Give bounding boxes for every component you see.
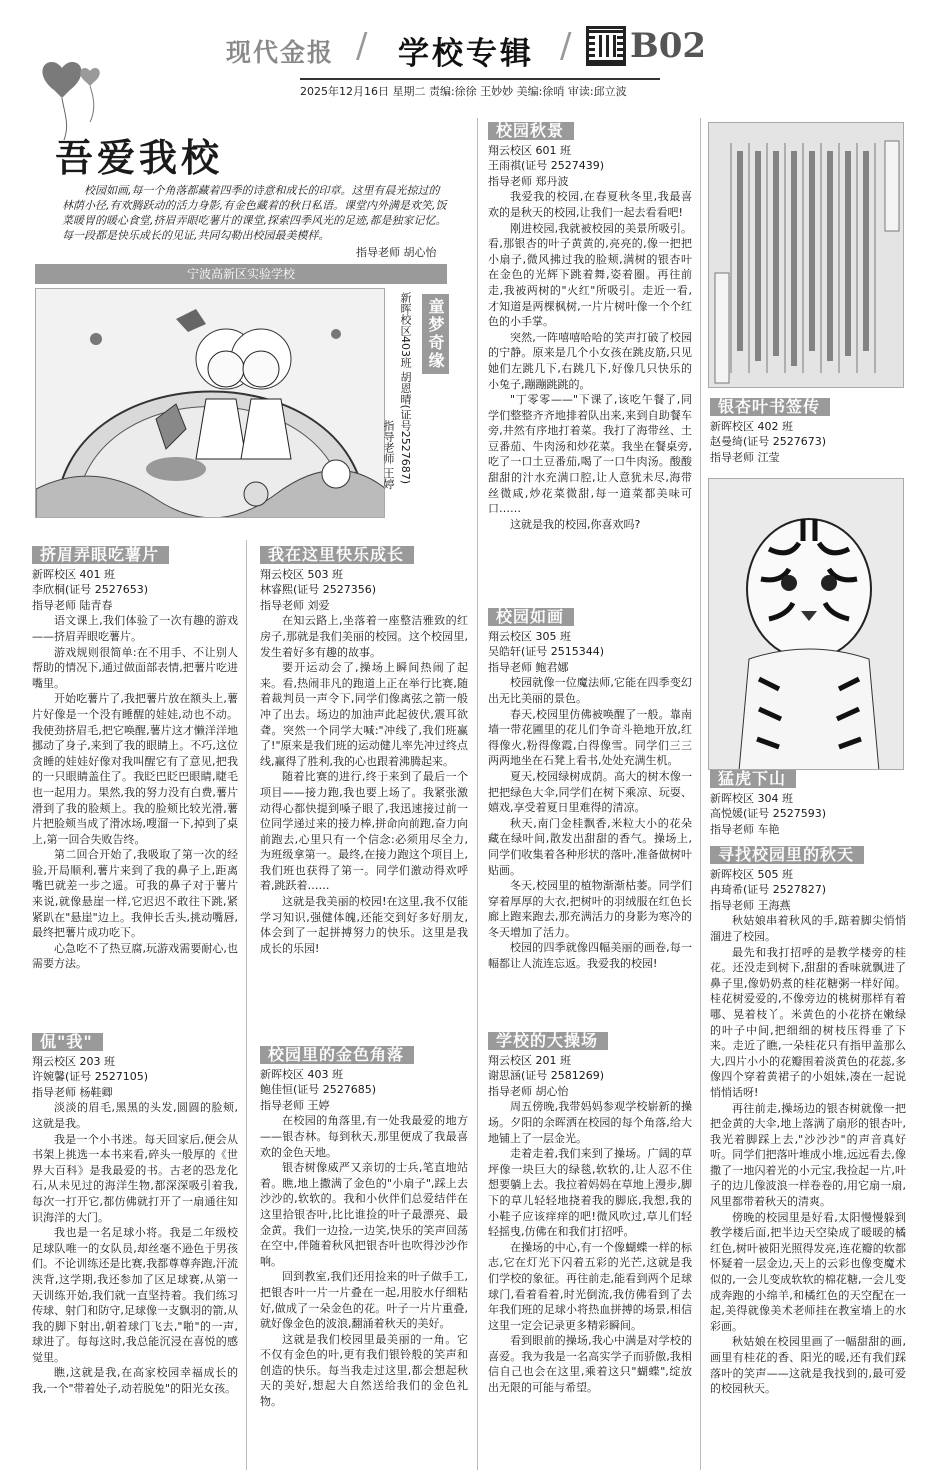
article-paragraph: 淡淡的眉毛,黑黑的头发,圆圆的脸颊,这就是我。 <box>32 1101 238 1130</box>
article-paragraph: 最先和我打招呼的是教学楼旁的桂花。还没走到树下,甜甜的香味就飘进了鼻子里,像奶奶煮的桂花糖粥一样好闻。桂花树爱爱的,不像旁边的桃树那样有着哪、晃着枝丫。米黄色的小花挤在嫩绿的叶子中间,把细细的树枝压得垂了下来。走近了瞧,一朵桂花只有指甲盖那么大,四片小小的花瓣围着淡黄色的花蕊,多像四个穿着黄裙子的小姐妹,凑在一起说悄悄话呀! <box>710 945 906 1099</box>
article-author: 许婉馨(证号 2527105) <box>32 1070 149 1084</box>
article-teacher: 指导老师 王婷 <box>260 1098 330 1112</box>
article-paragraph: 我是一个小书迷。每天回家后,便会从书架上挑选一本书来看,碎头一般厚的《世界大百科》是我最爱的书。古老的恐龙化石,从未见过的海洋生物,都深深吸引着我,每次一打开它,都仿佛就打开了一扇通往知识海洋的大门。 <box>32 1132 238 1224</box>
article-paragraph: 春天,校园里仿佛被唤醒了一般。靠南墙一带花圃里的花儿们争奇斗艳地开放,红得像火,粉得像霞,白得像雪。同学们三三两两地坐在石凳上看书,处处充满生机。 <box>488 707 692 768</box>
article-paragraph: 第二回合开始了,我吸取了第一次的经验,开局顺利,薯片来到了我的鼻子上,距离嘴巴就差一步之遥。可我的鼻子对于薯片来说,就像悬崖一样,它迟迟不敢往下跳,紧紧趴在"悬崖"边上。我伸长舌头,挑动嘴唇,最终把薯片成功吃下。 <box>32 848 238 940</box>
article-paragraph: 在校园的角落里,有一处我最爱的地方——银杏林。每到秋天,那里便成了我最喜欢的金色天地。 <box>260 1114 468 1159</box>
article-title: 侃"我" <box>32 1033 103 1051</box>
article-paragraph: 银杏树像威严又亲切的士兵,笔直地站着。瞧,地上撒满了金色的"小扇子",踩上去沙沙的,软软的。我和小伙伴们总爱结伴在这里拾银杏叶,比比谁捡的叶子最漂亮、最金黄。我们一边捡,一边笑,快乐的笑声回荡在空中,伴随着秋风把银杏叶也吹得沙沙作响。 <box>260 1161 468 1268</box>
article-paragraph: 夏天,校园绿树成荫。高大的树木像一把把绿色大伞,同学们在树下乘凉、玩耍、嬉戏,享受着夏日里难得的清凉。 <box>488 769 692 815</box>
article-class: 翔云校区 203 班 <box>32 1054 115 1068</box>
article-class: 新晖校区 505 班 <box>710 867 793 881</box>
article-a5 <box>488 122 692 532</box>
artwork-caption-a9 <box>710 770 900 837</box>
tiger-painting-image <box>708 478 904 770</box>
article-title: 学校的大操场 <box>488 1032 608 1050</box>
artwork-title: 银杏叶书签传 <box>710 398 830 416</box>
dateline: 2025年12月16日 星期二 责编:徐徐 王妙妙 美编:徐哨 审读:邱立波 <box>300 85 627 98</box>
article-title: 校园秋景 <box>488 122 574 140</box>
article-a10 <box>710 846 906 1397</box>
article-class: 翔云校区 201 班 <box>488 1053 571 1067</box>
article-paragraph: 开始吃薯片了,我把薯片放在额头上,薯片好像是一个没有睡醒的娃娃,动也不动。我使劲挤眉毛,把它唤醒,薯片这才懒洋洋地挪动了身子,来到了我的眼睛上。不巧,这位贪睡的娃娃好像对我叫醒它有了意见,把我的一只眼睛盖住了。我眨巴眨巴眼睛,睫毛也一起用力。果然,我的努力没有白费,薯片滑到了我的脸颊上。我的脸颊比较光滑,薯片把脸颊当成了滑冰场,嗖溜一下,掉到了桌上,第一回合失败告终。 <box>32 692 238 846</box>
page-number: B02 <box>630 26 707 66</box>
article-paragraph: 游戏规则很简单:在不用手、不让别人帮助的情况下,通过做面部表情,把薯片吃进嘴里。 <box>32 645 238 690</box>
article-paragraph: 要开运动会了,操场上瞬间热闹了起来。看,热闹非凡的跑道上正在举行比赛,随着裁判员一声令下,同学们像离弦之箭一般冲了出去。场边的加油声此起彼伏,震耳欲聋。突然一个同学大喊:"冲线了,我们班赢了!"原来是我们班的运动健儿率先冲过终点线,赢得了胜利,我的心也跟着沸腾起来。 <box>260 661 468 768</box>
feature-title: 吾爱我校 <box>55 135 224 180</box>
article-teacher: 指导老师 刘爱 <box>260 598 330 612</box>
article-paragraph: 我爱我的校园,在春夏秋冬里,我最喜欢的是秋天的校园,让我们一起去看看吧! <box>488 190 692 219</box>
article-class: 新晖校区 401 班 <box>32 567 115 581</box>
article-paragraph: 冬天,校园里的植物渐渐枯萎。同学们穿着厚厚的大衣,把树叶的羽绒服在红色长廊上跑来跑去,那充满活力的身影为寒冷的冬天增加了活力。 <box>488 879 692 939</box>
intro-text: 校园如画,每一个角落都藏着四季的诗意和成长的印章。这里有晨光掠过的林荫小径,有欢腾跃动的活力身影,有金色藏着的秋日私语。课堂内外满是欢笑,饭菜暖胃的暖心食堂,挤眉弄眼吃薯片的课堂,探索四季风光的足迹,都是独家记忆。每一段都是快乐成长的见证,共同勾勒出校园最美模样。 <box>62 184 447 242</box>
article-class: 翔云校区 601 班 <box>488 143 571 157</box>
article-paragraph: 回到教室,我们还用捡来的叶子做手工,把银杏叶一片一片叠在一起,用胶水仔细粘好,做成了一朵金色的花。叶子一片片重叠,就好像金色的波浪,翻涌着秋天的美好。 <box>260 1270 468 1331</box>
masthead-rule <box>300 78 660 80</box>
intro-signature: 指导老师 胡心怡 <box>356 246 437 259</box>
article-title: 校园里的金色角落 <box>260 1046 414 1064</box>
article-author: 王雨祺(证号 2527439) <box>488 159 605 173</box>
article-paragraph: 走着走着,我们来到了操场。广阔的草坪像一块巨大的绿毯,软软的,让人忍不住想要躺上去。我拉着妈妈在草地上漫步,脚下的草儿轻轻地挠着我的脚底,我想,我的小鞋子应该痒痒的吧!微风吹过,草儿们轻轻摇曳,仿佛在和我们打招呼。 <box>488 1147 692 1239</box>
article-paragraph: 校园就像一位魔法师,它能在四季变幻出无比美丽的景色。 <box>488 676 692 705</box>
article-paragraph: 在操场的中心,有一个像蝴蝶一样的标志,它在灯光下闪着五彩的光芒,这就是我们学校的象征。再往前走,能看到两个足球球门,看着看着,时光倒流,我仿佛看到了去年我们班的足球小将热血拼搏的场景,相信这里一定会记录更多精彩瞬间。 <box>488 1240 692 1332</box>
artwork-title: 猛虎下山 <box>710 770 796 788</box>
article-a6 <box>488 608 692 972</box>
article-title: 寻找校园里的秋天 <box>710 846 864 864</box>
column-rule <box>477 118 478 1470</box>
article-paragraph: 秋姑娘在校园里画了一幅甜甜的画,画里有桂花的香、阳光的暖,还有我们踩落叶的笑声——这就是我找到的,最可爱的校园秋天。 <box>710 1335 906 1396</box>
article-paragraph: 在知云路上,坐落着一座整洁雅致的红房子,那就是我们美丽的校园。这个校园里,发生着好多有趣的故事。 <box>260 614 468 659</box>
feature-author: 新晖校区403班 胡恩晴(证号2527687) <box>399 292 412 485</box>
article-paragraph: 刚进校园,我就被校园的美景所吸引。看,那银杏的叶子黄黄的,亮亮的,像一把把小扇子,微风拂过我的脸颊,满树的银杏叶在金色的光辉下跳着舞,姿着圈。再往前走,我被两树的"火红"所吸引。走近一看,才知道是两棵枫树,一片片树叶像一个个红色的小手掌。 <box>488 221 692 329</box>
article-author: 李欣桐(证号 2527653) <box>32 583 149 597</box>
article-paragraph: 这就是我的校园,你喜欢吗? <box>510 517 641 531</box>
article-paragraph: 语文课上,我们体验了一次有趣的游戏——挤眉弄眼吃薯片。 <box>32 614 238 643</box>
divider: / <box>356 26 368 66</box>
article-teacher: 指导老师 胡心怡 <box>488 1084 569 1098</box>
article-teacher: 指导老师 王海燕 <box>710 898 791 912</box>
article-author: 赵曼绮(证号 2527673) <box>710 435 827 449</box>
article-paragraph: 这就是我美丽的校园!在这里,我不仅能学习知识,强健体魄,还能交到好多好朋友,体会到了一起拼搏努力的快乐。这里是我成长的乐园! <box>260 895 468 955</box>
article-paragraph: 看到眼前的操场,我心中满是对学校的喜爱。我为我是一名高实学子而骄傲,我相信自己也会在这里,乘着这只"蝴蝶",绽放出无限的可能与希望。 <box>488 1334 692 1395</box>
column-title: 学校专辑 <box>398 36 534 72</box>
article-author: 高悦媛(证号 2527593) <box>710 807 827 821</box>
article-a7 <box>488 1032 692 1396</box>
article-author: 冉琦希(证号 2527827) <box>710 883 827 897</box>
article-author: 谢思涵(证号 2581269) <box>488 1069 605 1083</box>
paper-name: 现代金报 <box>226 38 335 67</box>
article-paragraph: 突然,一阵嘻嘻哈哈的笑声打破了校园的宁静。原来是几个小女孩在跳皮筋,只见她们左跳几下,右跳几下,好像几只快乐的小兔子,蹦蹦跳跳的。 <box>488 330 692 391</box>
article-author: 林睿熙(证号 2527356) <box>260 583 377 597</box>
calligraphy-bookmark-image <box>708 122 904 388</box>
article-class: 新晖校区 304 班 <box>710 791 793 805</box>
article-paragraph: 傍晚的校园里是好看,太阳慢慢躲到教学楼后面,把半边天空染成了暖暖的橘红色,树叶被阳光照得发亮,连花瓣的软都怀疑着一层金边,天上的云彩也像变魔术似的,一会儿变成软软的棉花糖,一会儿变成奔跑的小绵羊,和橘红色的天空配在一起,美得就像美术老师挂在教室墙上的水彩画。 <box>710 1210 906 1333</box>
article-class: 新晖校区 403 班 <box>260 1067 343 1081</box>
article-paragraph: 校园的四季就像四幅美丽的画卷,每一幅都让人流连忘返。我爱我的校园! <box>488 941 692 971</box>
article-paragraph: 周五傍晚,我带妈妈参观学校崭新的操场。夕阳的余晖洒在校园的每个角落,给大地铺上了一层金光。 <box>488 1100 692 1145</box>
article-class: 新晖校区 402 班 <box>710 419 793 433</box>
article-title: 我在这里快乐成长 <box>260 546 414 564</box>
article-a3 <box>260 546 468 956</box>
school-banner: 宁波高新区实验学校 <box>35 264 447 284</box>
article-paragraph: 随着比赛的进行,终于来到了最后一个项目——接力跑,我也要上场了。我紧张激动得心都快提到嗓子眼了,我迅速接过前一位同学递过来的接力棒,拼命向前跑,奋力向前跑去,心里只有一个信念:必须用尽全力,为班级拿第一。最终,在接力跑这个项目上,我们班也获得了第一。同学们激动得欢呼着,跳跃着…… <box>260 770 468 893</box>
feature-artwork-title: 童梦奇缘 <box>422 294 449 374</box>
article-class: 翔云校区 503 班 <box>260 567 343 581</box>
article-a2 <box>32 1033 238 1397</box>
article-teacher: 指导老师 陆青春 <box>32 598 113 612</box>
article-paragraph: 秋天,南门金桂飘香,米粒大小的花朵藏在绿叶间,散发出甜甜的香气。操场上,同学们收集着各种形状的落叶,准备做树叶贴画。 <box>488 816 692 877</box>
article-a1 <box>32 546 238 972</box>
children-drawing <box>35 288 385 518</box>
article-paragraph: "丁零零——"下课了,该吃午餐了,同学们整整齐齐地排着队出来,来到自助餐车旁,井然有序地打着菜。我打了海带丝、土豆番茄、牛肉汤和炒花菜。我坐在餐桌旁,吃了一口土豆番茄,喝了一口牛肉汤。酸酸甜甜的汁水充满口腔,让人意犹未尽,海带丝微咸,炒花菜微甜,每一道菜都美味可口…… <box>488 393 692 516</box>
article-paragraph: 瞧,这就是我,在高家校园幸福成长的我,一个"带着处子,动若脱兔"的阳光女孩。 <box>32 1366 238 1396</box>
article-class: 翔云校区 305 班 <box>488 629 571 643</box>
article-a4 <box>260 1046 468 1410</box>
qr-code-icon[interactable] <box>586 26 626 66</box>
article-paragraph: 秋姑娘串着秋风的手,踮着脚尖悄悄溜进了校园。 <box>710 914 906 943</box>
article-teacher: 指导老师 江莹 <box>710 450 780 464</box>
article-paragraph: 心急吃不了热豆腐,玩游戏需要耐心,也需要方法。 <box>32 941 238 971</box>
column-rule <box>246 540 247 1470</box>
article-title: 校园如画 <box>488 608 574 626</box>
article-teacher: 指导老师 杨鞋卿 <box>32 1085 113 1099</box>
article-title: 挤眉弄眼吃薯片 <box>32 546 169 564</box>
divider: / <box>560 26 572 66</box>
feature-teacher: 指导老师 王婷 <box>382 420 395 490</box>
article-teacher: 指导老师 郑丹波 <box>488 174 569 188</box>
article-paragraph: 我也是一名足球小将。我是二年级校足球队唯一的女队员,却丝毫不逊色于男孩们。不论训练还是比赛,我都尊尊奔跑,汗流浃背,这学期,我还参加了区足球赛,从第一天训练开始,我们就一直坚持着。我们练习传球、射门和防守,足球像一支飘羽的箭,从我的脚下射出,朝着球门飞去,"啪"的一声,球进了。每每这时,我总能沉浸在喜悦的感觉里。 <box>32 1226 238 1364</box>
masthead <box>0 0 934 98</box>
article-teacher: 指导老师 鲍君娜 <box>488 660 569 674</box>
article-paragraph: 这就是我们校园里最美丽的一角。它不仅有金色的叶,更有我们银铃般的笑声和创造的快乐。每当我走过这里,都会想起秋天的美好,想起大自然送给我们的金色礼物。 <box>260 1332 468 1409</box>
article-paragraph: 再往前走,操场边的银杏树就像一把把金黄的大伞,地上落满了扇形的银杏叶,我光着脚踩上去,"沙沙沙"的声音真好听。同学们把落叶堆成小堆,远远看去,像撒了一地闪着光的小元宝,我捡起一片,叶子的边儿像波浪一样卷卷的,用它扇一扇,风里都带着秋天的清爽。 <box>710 1101 906 1209</box>
artwork-caption-a8 <box>710 398 900 465</box>
article-teacher: 指导老师 车艳 <box>710 822 780 836</box>
article-author: 吴皓轩(证号 2515344) <box>488 645 605 659</box>
column-rule <box>700 118 701 1470</box>
article-author: 鲍佳恒(证号 2527685) <box>260 1083 377 1097</box>
